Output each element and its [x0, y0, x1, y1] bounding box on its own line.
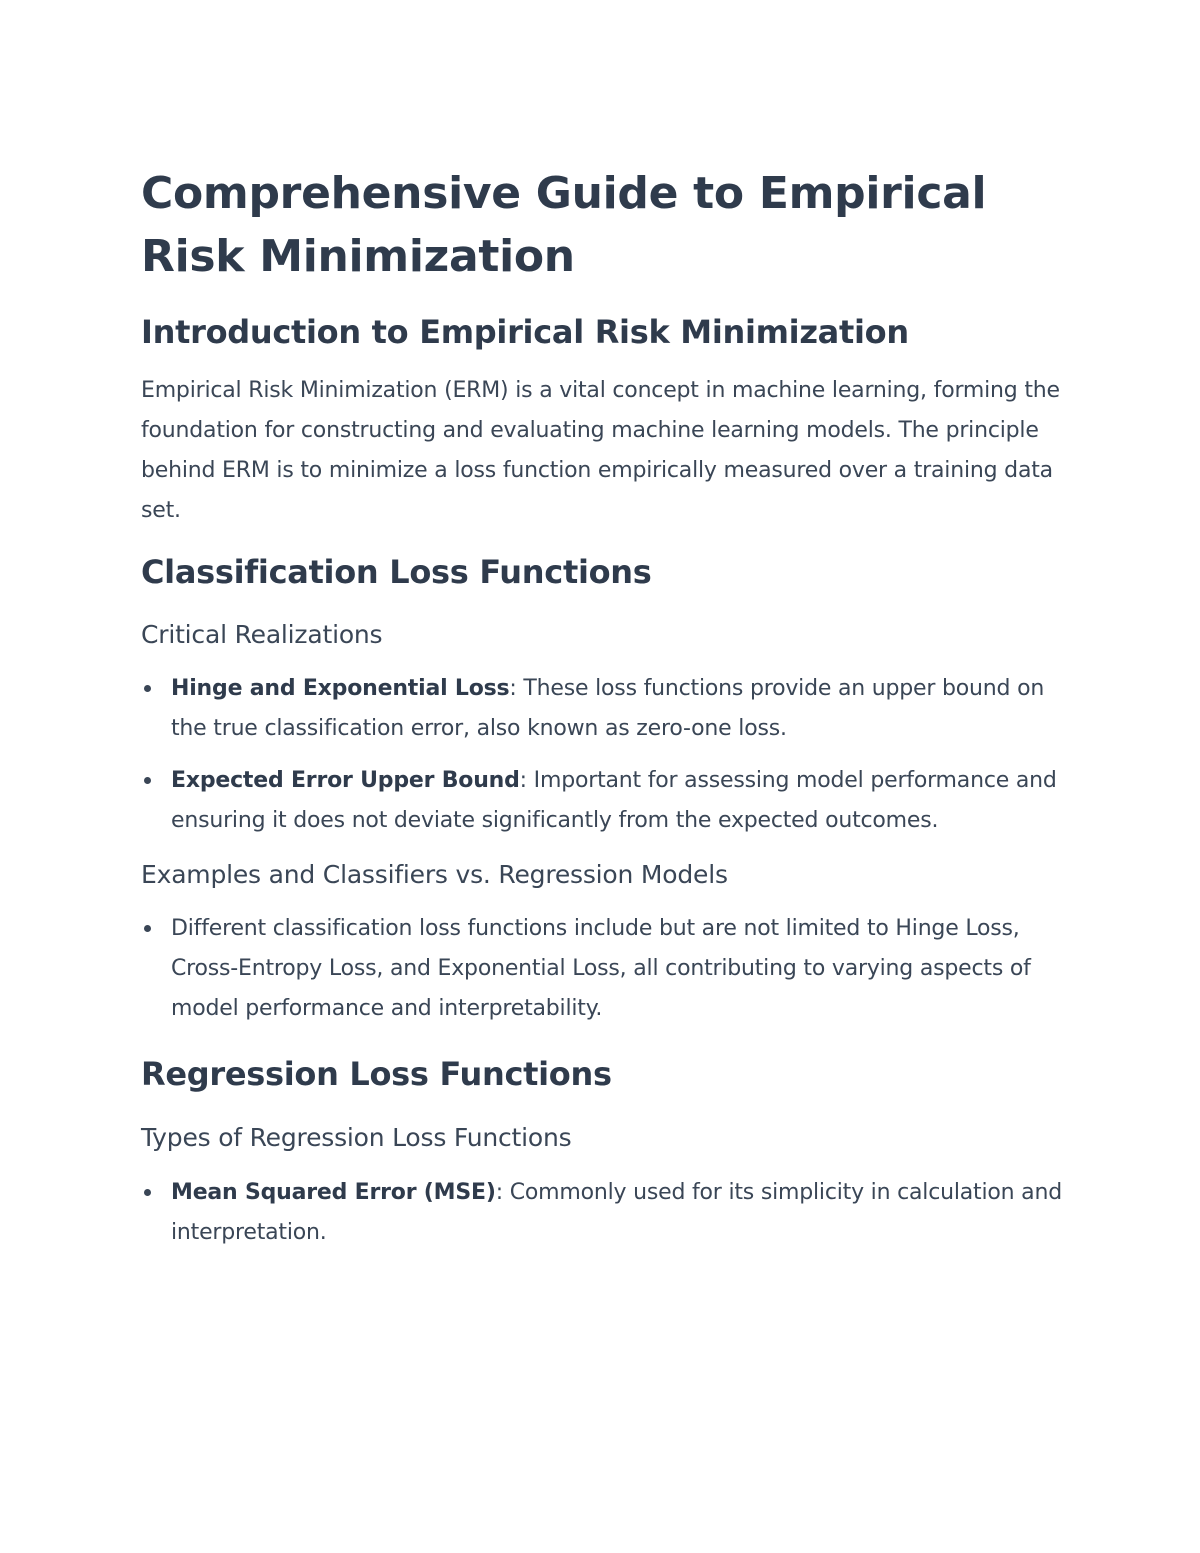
list-item-term: Expected Error Upper Bound [171, 768, 520, 793]
list-item-term: Mean Squared Error (MSE) [171, 1180, 496, 1205]
list-item [141, 1173, 1071, 1253]
intro-paragraph: Empirical Risk Minimization (ERM) is a vital concept in machine learning, forming the foundation for constructing and evaluating machine learning models. The principle behind ERM is to minimize a loss function empirically measured over a training data set. [141, 378, 1060, 523]
intro-heading: Introduction to Empirical Risk Minimization [141, 313, 909, 351]
document-title: Comprehensive Guide to Empirical Risk Minimization [141, 168, 987, 282]
critical-realizations-subheading: Critical Realizations [141, 620, 383, 649]
classification-heading: Classification Loss Functions [141, 553, 652, 591]
critical-realizations-list [141, 669, 1071, 841]
document-content [141, 162, 1071, 1253]
bullet-icon [144, 777, 151, 784]
list-item [141, 761, 1071, 841]
regression-heading: Regression Loss Functions [141, 1055, 612, 1093]
list-item [141, 669, 1071, 749]
regression-types-list [141, 1173, 1071, 1253]
bullet-icon [144, 925, 151, 932]
regression-types-subheading: Types of Regression Loss Functions [141, 1123, 572, 1152]
examples-list [141, 909, 1071, 1029]
list-item-term: Hinge and Exponential Loss [171, 676, 510, 701]
examples-subheading: Examples and Classifiers vs. Regression Models [141, 860, 728, 889]
list-item-text: : Important for assessing model performance and ensuring it does not deviate significantly from the expected outcomes. [171, 768, 1057, 833]
list-item-text: : Commonly used for its simplicity in calculation and interpretation. [171, 1180, 1062, 1245]
bullet-icon [144, 685, 151, 692]
list-item-text: Different classification loss functions include but are not limited to Hinge Loss, Cross-Entropy Loss, and Exponential Loss, all contributing to varying aspects of model performance and interpretability. [171, 916, 1031, 1021]
list-item-text: : These loss functions provide an upper bound on the true classification error, also known as zero-one loss. [171, 676, 1045, 741]
list-item [141, 909, 1071, 1029]
bullet-icon [144, 1189, 151, 1196]
